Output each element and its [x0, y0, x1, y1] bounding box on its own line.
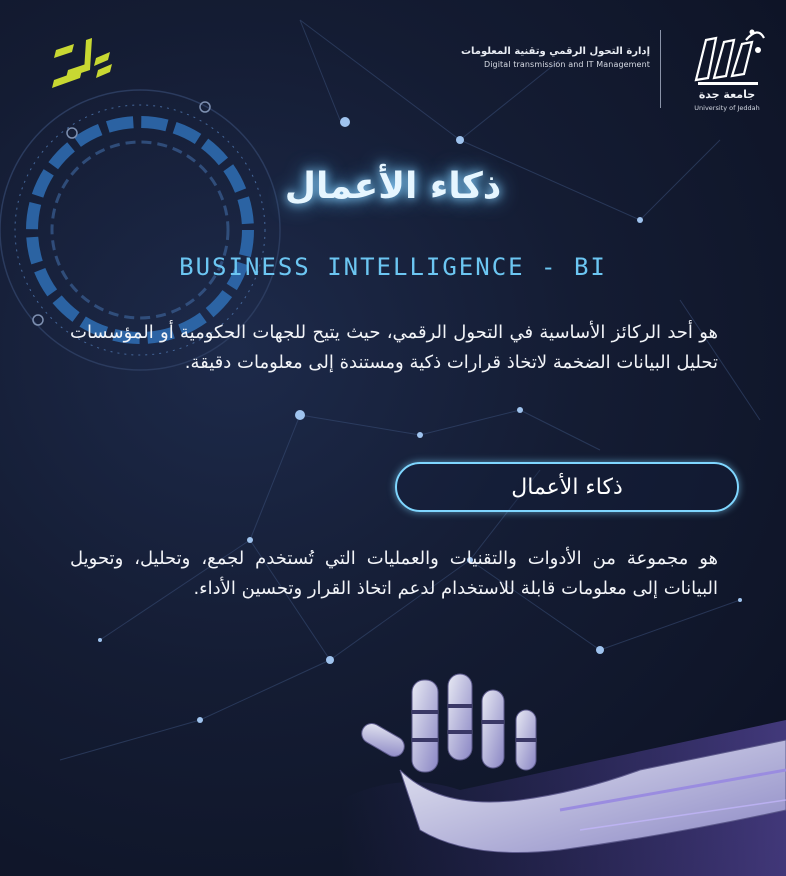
brand-logo-icon	[46, 30, 116, 100]
university-name-english: University of Jeddah	[694, 104, 760, 112]
university-logo-icon	[686, 20, 770, 90]
department-name-arabic: إدارة التحول الرقمي وتقنية المعلومات	[460, 46, 650, 57]
page-title-arabic: ذكاء الأعمال	[284, 166, 502, 207]
department-header	[460, 46, 650, 69]
header-divider	[660, 30, 661, 108]
page-title-english: BUSINESS INTELLIGENCE - BI	[179, 253, 607, 281]
definition-heading-pill: ذكاء الأعمال	[395, 462, 739, 512]
department-name-english: Digital transmission and IT Management	[483, 60, 650, 69]
robot-hand-illustration	[340, 660, 786, 876]
university-name-arabic: جامعة جدة	[698, 88, 756, 101]
intro-paragraph: هو أحد الركائز الأساسية في التحول الرقمي، حيث يتيح للجهات الحكومية أو المؤسسات تحليل البيانات الضخمة لاتخاذ قرارات ذكية ومستندة إلى معلومات دقيقة.	[70, 322, 718, 373]
definition-paragraph: هو مجموعة من الأدوات والتقنيات والعمليات التي تُستخدم لجمع، وتحليل، وتحويل البيانات إلى معلومات قابلة للاستخدام لدعم اتخاذ القرار وتحسين الأداء.	[70, 548, 718, 599]
